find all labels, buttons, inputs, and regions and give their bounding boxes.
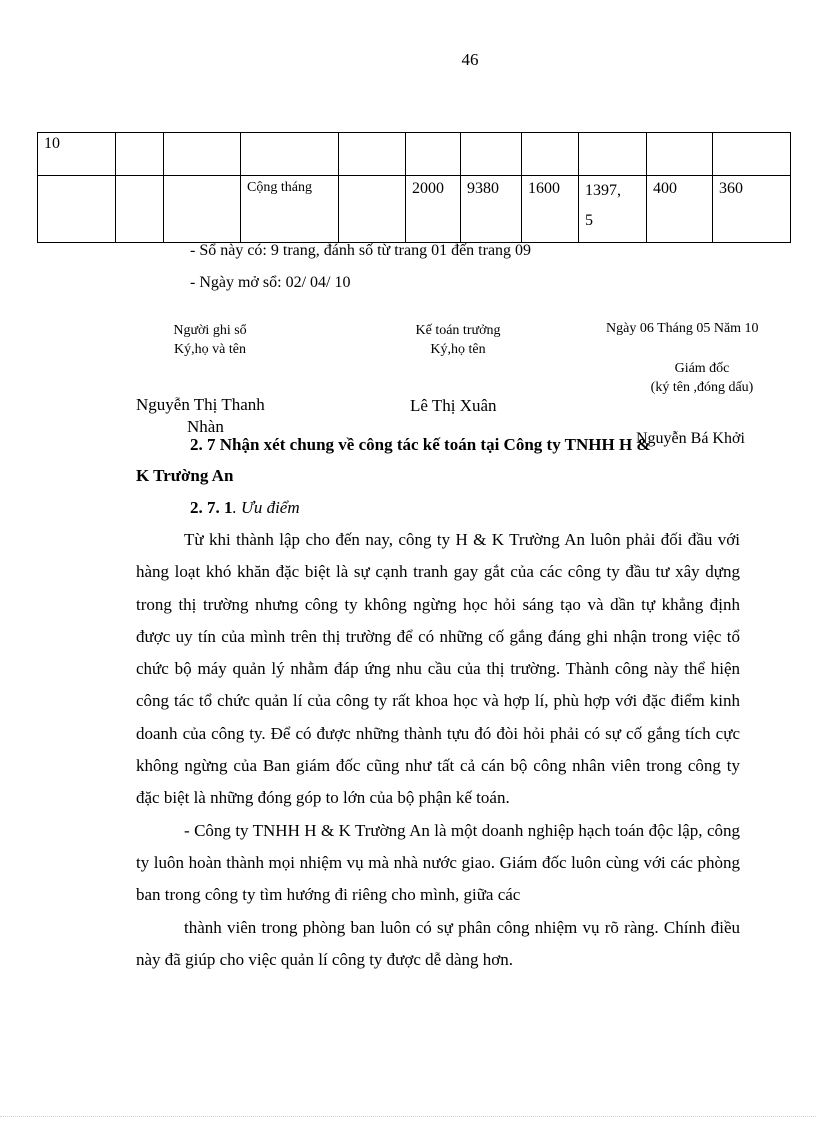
section-heading-line-1: 2. 7 Nhận xét chung về công tác kế toán tại Công ty TNHH H & [190, 435, 651, 454]
table-cell [241, 133, 339, 176]
table-row [38, 133, 791, 176]
chief-accountant-title: Kế toán trưởng [415, 323, 501, 338]
director-signature-block [632, 359, 772, 397]
table-cell: 400 [647, 176, 713, 243]
table-row [38, 176, 791, 243]
table-cell [406, 133, 461, 176]
chief-accountant-name: Lê Thị Xuân [410, 396, 497, 415]
table-cell: 2000 [406, 176, 461, 243]
note-open-date: - Ngày mở sổ: 02/ 04/ 10 [190, 274, 351, 291]
table-cell: 360 [713, 176, 791, 243]
recorder-name-line-2: Nhàn [187, 417, 224, 436]
recorder-name-line-1: Nguyễn Thị Thanh [136, 395, 265, 414]
recorder-subtitle: Ký,họ và tên [174, 342, 246, 357]
subsection-title: . Ưu điểm [232, 498, 300, 517]
table-cell [164, 176, 241, 243]
table-cell: 1397, 5 [579, 176, 647, 243]
body-text [136, 524, 740, 976]
table-cell: 1600 [522, 176, 579, 243]
section-heading-line-2: K Trường An [136, 466, 234, 485]
table-cell [116, 176, 164, 243]
table-cell [647, 133, 713, 176]
page-bottom-divider [0, 1116, 816, 1117]
table-cell [339, 133, 406, 176]
chief-accountant-signature-block [388, 321, 528, 359]
note-page-count: - Sổ này có: 9 trang, đánh số từ trang 01 đến trang 09 [190, 242, 532, 259]
table-cell [38, 176, 116, 243]
director-title: Giám đốc [674, 361, 730, 376]
director-name: Nguyễn Bá Khởi [636, 430, 745, 447]
table-cell: 9380 [461, 176, 522, 243]
table-cell [713, 133, 791, 176]
table-cell [339, 176, 406, 243]
table-cell [522, 133, 579, 176]
table-cell [579, 133, 647, 176]
table-cell [164, 133, 241, 176]
recorder-title: Người ghi sổ [173, 323, 247, 338]
director-subtitle: (ký tên ,đóng dấu) [650, 380, 754, 395]
paragraph: - Công ty TNHH H & K Trường An là một doanh nghiệp hạch toán độc lập, công ty luôn hoàn thành mọi nhiệm vụ mà nhà nước giao. Giám đốc luôn cùng với các phòng ban trong công ty tìm hướng đi riêng cho mình, giữa các [136, 820, 740, 905]
subsection-number: 2. 7. 1 [190, 498, 233, 517]
table-cell: 10 [38, 133, 116, 176]
subsection-heading [190, 498, 300, 518]
table-cell [461, 133, 522, 176]
signature-date: Ngày 06 Tháng 05 Năm 10 [606, 321, 759, 336]
page-number: 46 [461, 50, 479, 69]
table-cell [116, 133, 164, 176]
table-cell-label: Cộng tháng [241, 176, 339, 243]
chief-accountant-subtitle: Ký,họ tên [430, 342, 486, 357]
ledger-table [37, 132, 791, 243]
paragraph: thành viên trong phòng ban luôn có sự phân công nhiệm vụ rõ ràng. Chính điều này đã giúp cho việc quản lí công ty được dễ dàng hơn. [136, 917, 740, 969]
recorder-signature-block [140, 321, 280, 359]
paragraph: Từ khi thành lập cho đến nay, công ty H & K Trường An luôn phải đối đầu với hàng loạt khó khăn đặc biệt là sự cạnh tranh gay gắt của các công ty đầu tư xây dựng trong thị trường nhưng công ty không ngừng học hỏi sáng tạo và dần tự khẳng định được uy tín của mình trên thị trường để có những cố gắng đáng ghi nhận trong việc tổ chức bộ máy quản lý nhằm đáp ứng nhu cầu của thị trường. Thành công này thể hiện công tác tổ chức quản lí của công ty rất khoa học và hợp lí, phù hợp với đặc điểm kinh doanh của công ty. Để có được những thành tựu đó đòi hỏi phải có sự cố gắng tích cực không ngừng của Ban giám đốc cũng như tất cả cán bộ công nhân viên trong công ty đặc biệt là những đóng góp to lớn của bộ phận kế toán. [136, 530, 740, 808]
